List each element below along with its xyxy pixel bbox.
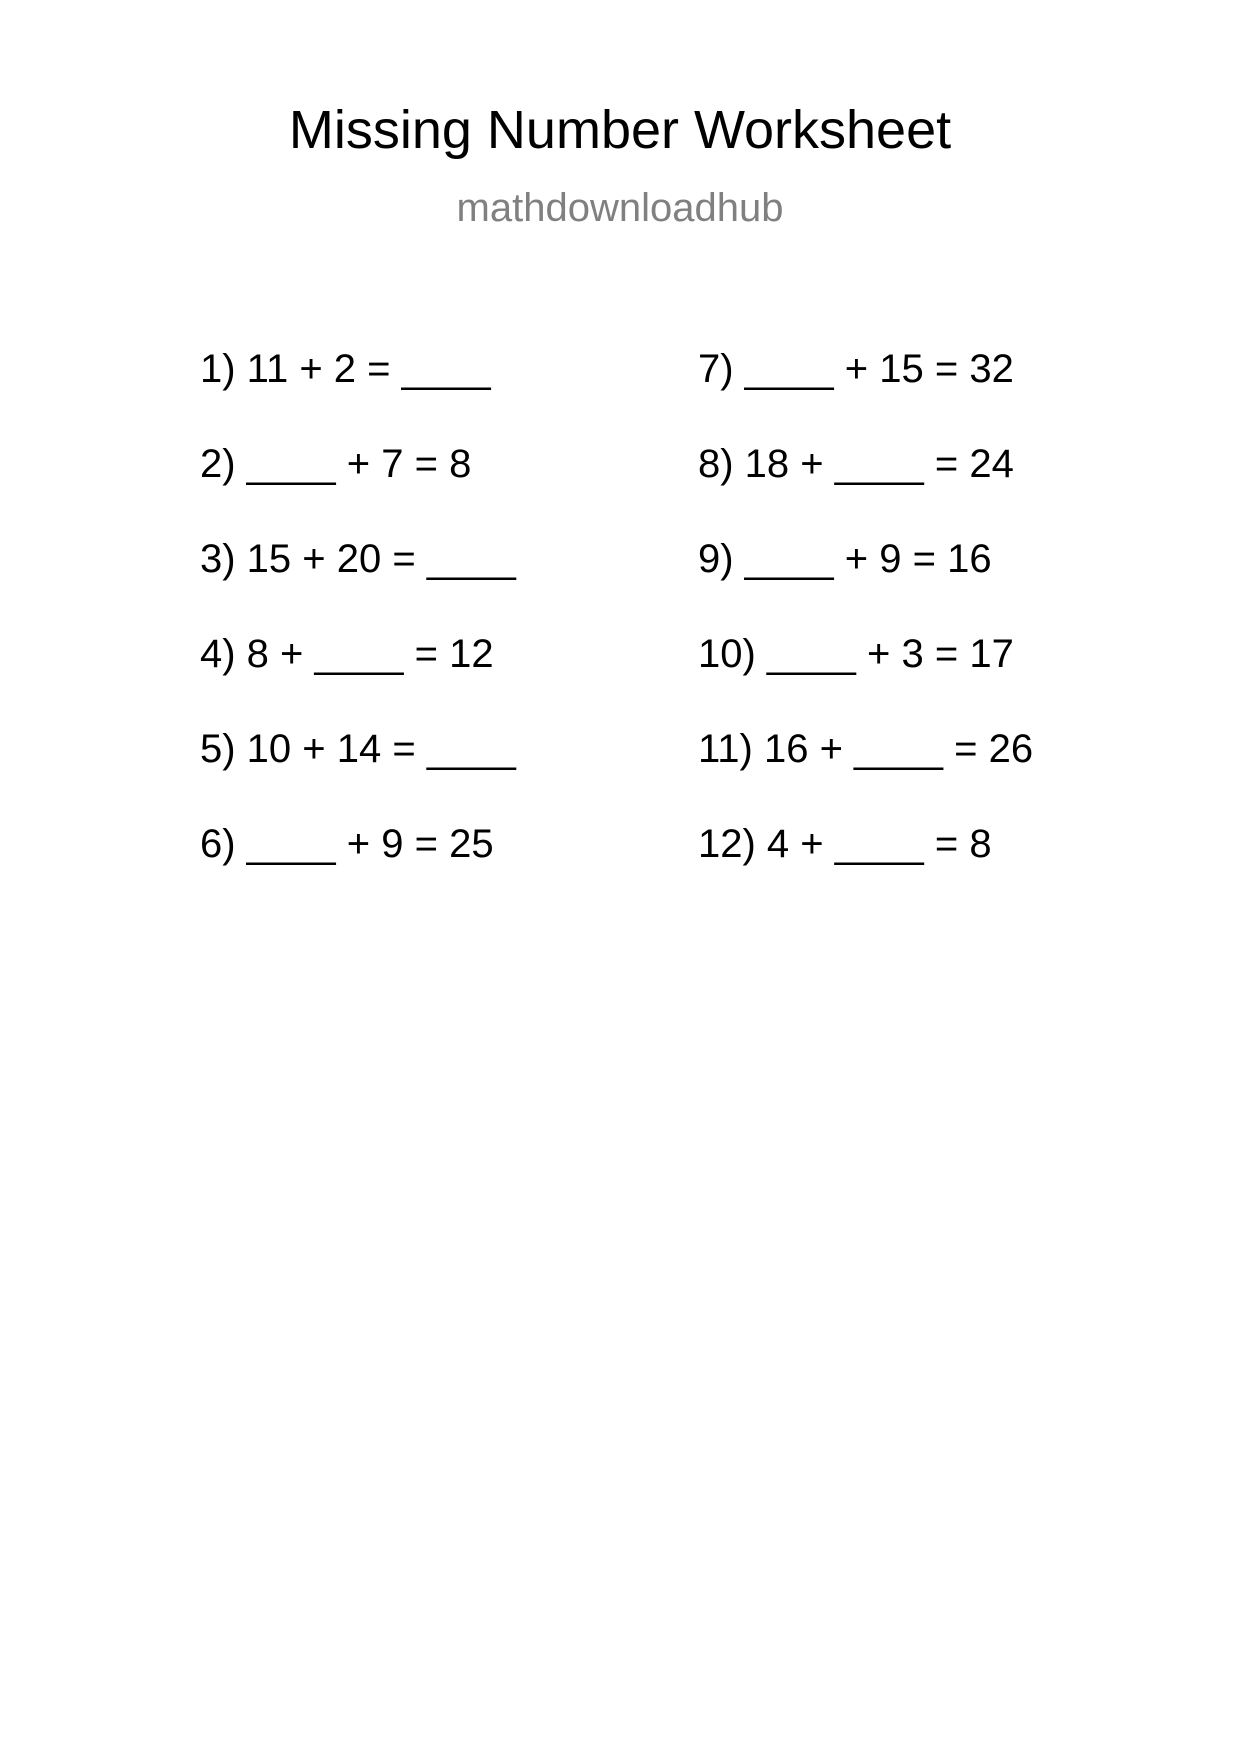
problem-8: 8) 18 + ____ = 24 [698,442,1014,486]
problem-5: 5) 10 + 14 = ____ [200,727,516,771]
problem-12: 12) 4 + ____ = 8 [698,822,992,866]
problem-2: 2) ____ + 7 = 8 [200,442,472,486]
worksheet-subtitle: mathdownloadhub [456,186,784,230]
problem-6: 6) ____ + 9 = 25 [200,822,494,866]
worksheet-title: Missing Number Worksheet [288,100,952,160]
problem-column-left [200,345,516,915]
problem-4: 4) 8 + ____ = 12 [200,632,494,676]
problem-7: 7) ____ + 15 = 32 [698,347,1014,391]
problem-11: 11) 16 + ____ = 26 [698,727,1034,771]
problem-10: 10) ____ + 3 = 17 [698,632,1014,676]
problem-9: 9) ____ + 9 = 16 [698,537,992,581]
problem-1: 1) 11 + 2 = ____ [200,347,491,391]
problem-column-right [698,345,1033,915]
problem-3: 3) 15 + 20 = ____ [200,537,516,581]
